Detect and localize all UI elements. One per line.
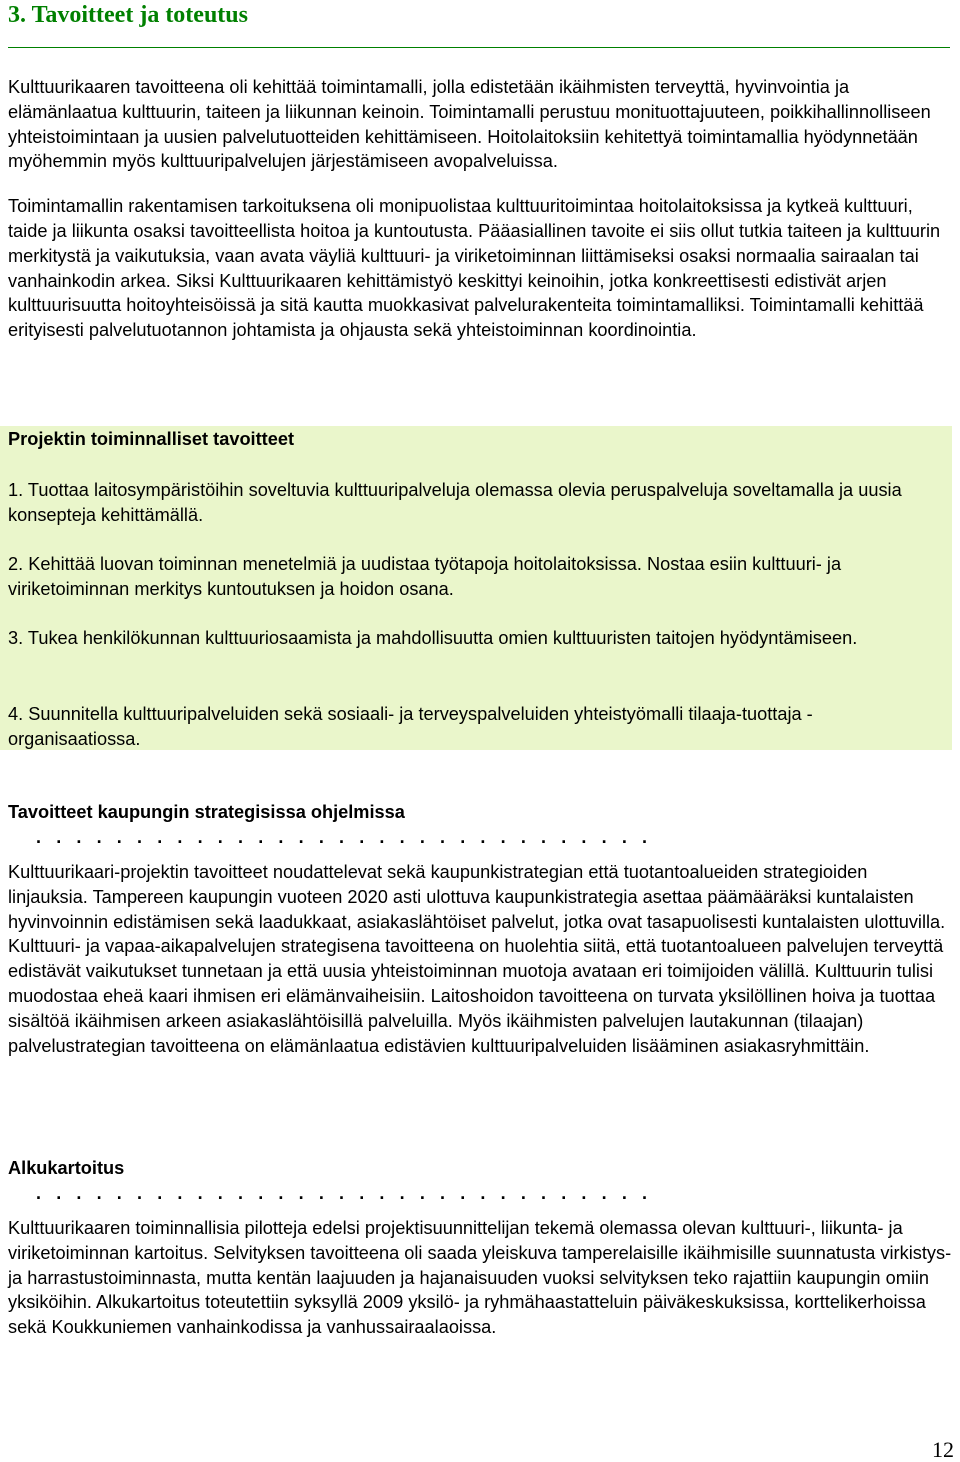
goal-item-1: 1. Tuottaa laitosympäristöihin soveltuvia kulttuuripalveluja olemassa olevia peruspalveluja soveltamalla ja uusia konsepteja kehittämällä. bbox=[8, 480, 902, 525]
document-page bbox=[8, 0, 952, 343]
strategy-paragraph: Kulttuurikaari-projektin tavoitteet noudattelevat sekä kaupunkistrategian että tuotantoalueiden strategioiden linjauksia. Tampereen kaupungin vuoteen 2020 asti ulottuva kaupunkistrategia asettaa päämääräksi kuntalaisten hyvinvoinnin edistämisen sekä laadukkaat, asiakaslähtöiset palvelut, jotka ovat tasapuolisesti kuntalaisten ulottuvilla. Kulttuuri- ja vapaa-aikapalvelujen strategisena tavoitteena on huolehtia siitä, että tuotantoalueen palvelujen terveyttä edistävät vaikutukset tunnetaan ja että uusia yhteistoiminnan muotoja avataan eri toimijoiden välillä. Kulttuurin tulisi muodostaa eheä kaari ihmisen eri elämänvaiheisiin. Laitoshoidon tavoitteena on turvata yksilöllinen hoiva ja tuottaa sisältöä ikäihmisen arkeen asiakaslähtöisillä palveluilla. Myös ikäihmisten palvelujen lautakunnan (tilaajan) palvelustrategian tavoitteena on elämänlaatua edistävien kulttuuripalveluiden lisääminen asiakasryhmittäin. bbox=[8, 862, 946, 1056]
survey-paragraph: Kulttuurikaaren toiminnallisia pilotteja edelsi projektisuunnittelijan tekemä olemassa olevan kulttuuri-, liikunta- ja viriketoiminnan kartoitus. Selvityksen tavoitteena oli saada yleiskuva tamperelaisille ikäihmisille suunnatusta virkistys- ja harrastustoiminnasta, mutta kentän laajuuden ja hajanaisuuden vuoksi selvityksen teko rajattiin kaupungin omiin yksiköihin. Alkukartoitus toteutettiin syksyllä 2009 yksilö- ja ryhmähaastatteluin päiväkeskuksissa, korttelikerhoissa sekä Koukkuniemen vanhainkodissa ja vanhussairaalaoissa. bbox=[8, 1218, 952, 1338]
strategy-section bbox=[8, 800, 952, 1058]
goals-box bbox=[0, 426, 952, 750]
dotted-separator: ............................... bbox=[36, 1186, 663, 1200]
survey-section bbox=[8, 1156, 952, 1340]
intro-paragraph-1: Kulttuurikaaren tavoitteena oli kehittää toimintamalli, jolla edistetään ikäihmisten terveyttä, hyvinvointia ja elämänlaatua kulttuurin, taiteen ja liikunnan keinoin. Toimintamalli perustuu monituottajuuteen, poikkihallinnolliseen yhteistoimintaan ja uusien palvelutuotteiden kehittämiseen. Hoitolaitoksiin kehitettyä toimintamallia hyödynnetään myöhemmin myös kulttuuripalvelujen järjestämiseen avopalveluissa. bbox=[8, 77, 931, 172]
goal-item-2: 2. Kehittää luovan toiminnan menetelmiä ja uudistaa työtapoja hoitolaitoksissa. Nostaa esiin kulttuuri- ja viriketoiminnan merkitys kuntoutuksen ja hoidon osana. bbox=[8, 554, 842, 599]
intro-paragraph-2: Toimintamallin rakentamisen tarkoituksena oli monipuolistaa kulttuuritoimintaa hoitolaitoksissa ja kytkeä kulttuuri, taide ja liikunta osaksi tavoitteellista hoitoa ja kuntoutusta. Pääasiallinen tavoite ei siis ollut tutkia taiteen ja kulttuurin merkitystä ja vaikutuksia, vaan avata väyliä kulttuuri- ja viriketoiminnan liittämiseksi osaksi normaalia sairaalan tai vanhainkodin arkea. Siksi Kulttuurikaaren kehittämistyö keskittyi keinoihin, jotka konkreettisesti edistivät arjen kulttuurisuutta hoitoyhteisöissä ja sitä kautta muokkasivat palvelurakenteita toimintamalliksi. Toimintamalli kehittää erityisesti palvelutuotannon johtamista ja ohjausta sekä yhteistoiminnan koordinointia. bbox=[8, 196, 941, 341]
goal-item-3: 3. Tukea henkilökunnan kulttuuriosaamista ja mahdollisuutta omien kulttuuristen taitojen hyödyntämiseen. bbox=[8, 628, 858, 648]
dotted-separator: ............................... bbox=[36, 830, 663, 844]
strategy-heading: Tavoitteet kaupungin strategisissa ohjelmissa bbox=[8, 802, 405, 822]
survey-heading: Alkukartoitus bbox=[8, 1158, 125, 1178]
title-underline bbox=[8, 47, 950, 48]
page-number: 12 bbox=[932, 1437, 954, 1462]
goal-item-4: 4. Suunnitella kulttuuripalveluiden sekä sosiaali- ja terveyspalveluiden yhteistyömalli tilaaja-tuottaja -organisaatiossa. bbox=[8, 704, 813, 749]
chapter-title: 3. Tavoitteet ja toteutus bbox=[8, 2, 248, 28]
goals-heading: Projektin toiminnalliset tavoitteet bbox=[8, 429, 295, 449]
